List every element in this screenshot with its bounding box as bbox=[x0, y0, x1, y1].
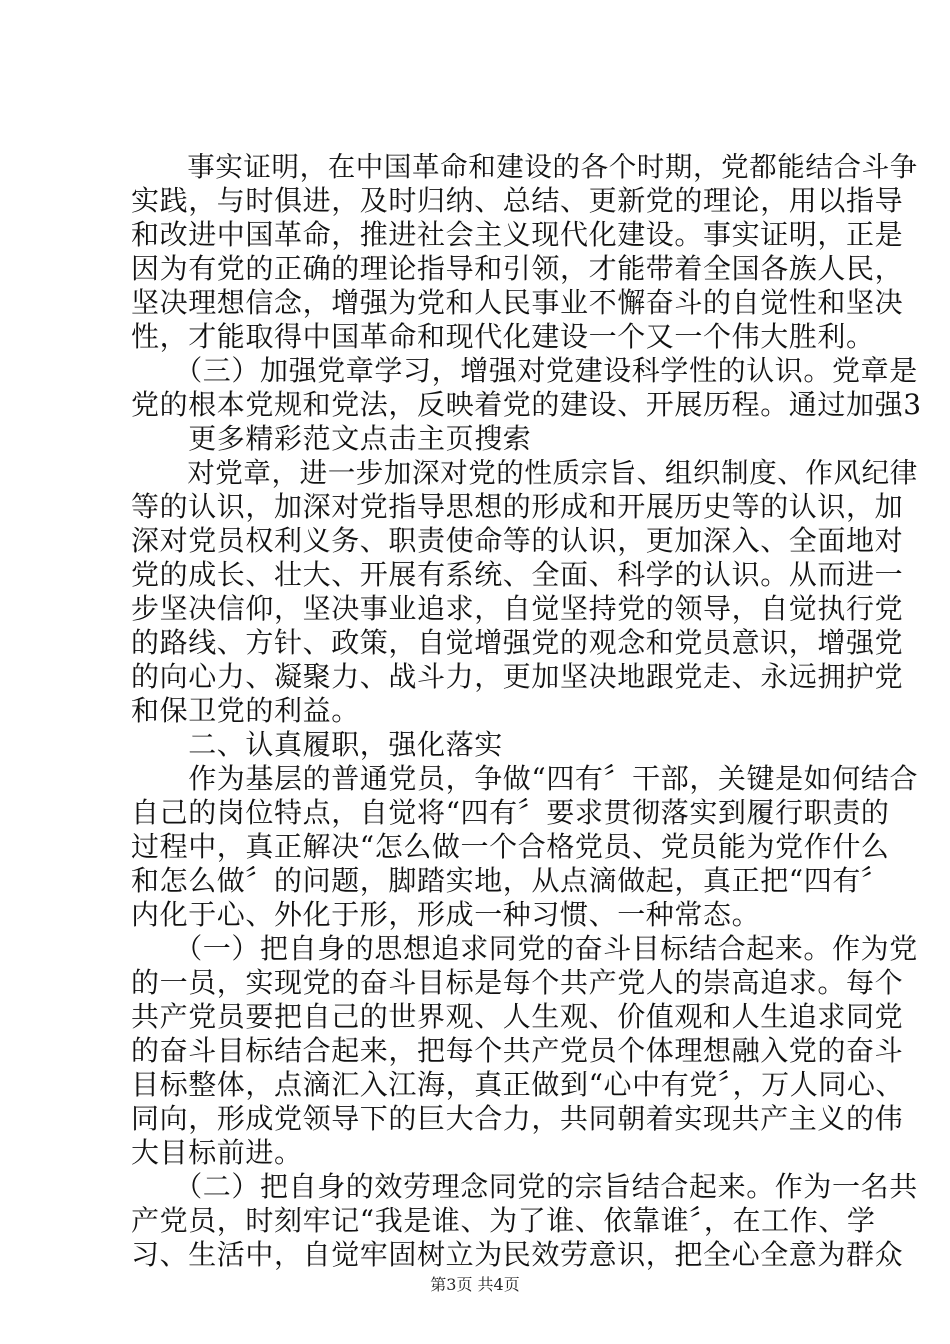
text-line: 深对党员权利义务、职责使命等的认识，更加深入、全面地对 bbox=[131, 524, 904, 557]
text-line: 实践，与时俱进，及时归纳、总结、更新党的理论，用以指导 bbox=[131, 184, 904, 217]
text-line: 共产党员要把自己的世界观、人生观、价值观和人生追求同党 bbox=[131, 1000, 904, 1033]
text-line: 目标整体，点滴汇入江海，真正做到“心中有党〞，万人同心、 bbox=[131, 1068, 905, 1101]
text-line: 产党员，时刻牢记“我是谁、为了谁、依靠谁〞，在工作、学 bbox=[131, 1204, 876, 1237]
text-line: 的路线、方针、政策，自觉增强党的观念和党员意识，增强党 bbox=[131, 626, 904, 659]
text-line: 性，才能取得中国革命和现代化建设一个又一个伟大胜利。 bbox=[131, 320, 875, 353]
text-line: 对党章，进一步加深对党的性质宗旨、组织制度、作风纪律 bbox=[131, 457, 918, 489]
section-heading: 二、认真履职，强化落实 bbox=[131, 728, 503, 761]
text-line: （一）把自身的思想追求同党的奋斗目标结合起来。作为党 bbox=[131, 932, 918, 965]
text-line: （三）加强党章学习，增强对党建设科学性的认识。党章是 bbox=[131, 354, 918, 387]
text-line: 同向，形成党领导下的巨大合力，共同朝着实现共产主义的伟 bbox=[131, 1102, 904, 1135]
text-line: 事实证明，在中国革命和建设的各个时期，党都能结合斗争 bbox=[131, 151, 918, 183]
page-footer: 第3页 共4页 bbox=[430, 1275, 520, 1294]
text-line: 的向心力、凝聚力、战斗力，更加坚决地跟党走、永远拥护党 bbox=[131, 660, 904, 693]
text-line: 和保卫党的利益。 bbox=[131, 694, 360, 727]
text-line: 党的根本党规和党法，反映着党的建设、开展历程。通过加强3 bbox=[131, 388, 922, 421]
text-line: 等的认识，加深对党指导思想的形成和开展历史等的认识，加 bbox=[131, 490, 904, 523]
text-line: 党的成长、壮大、开展有系统、全面、科学的认识。从而进一 bbox=[131, 558, 904, 591]
text-line: （二）把自身的效劳理念同党的宗旨结合起来。作为一名共 bbox=[131, 1170, 918, 1203]
text-line: 坚决理想信念，增强为党和人民事业不懈奋斗的自觉性和坚决 bbox=[131, 286, 904, 319]
text-line: 因为有党的正确的理论指导和引领，才能带着全国各族人民， bbox=[131, 252, 904, 285]
promo-line: 更多精彩范文点击主页搜索 bbox=[131, 422, 532, 455]
text-line: 内化于心、外化于形，形成一种习惯、一种常态。 bbox=[131, 898, 761, 931]
text-line: 和怎么做〞的问题，脚踏实地，从点滴做起，真正把“四有〞 bbox=[131, 864, 890, 897]
text-line: 大目标前进。 bbox=[131, 1136, 303, 1169]
text-line: 的奋斗目标结合起来，把每个共产党员个体理想融入党的奋斗 bbox=[131, 1034, 904, 1067]
text-line: 作为基层的普通党员，争做“四有〞干部，关键是如何结合 bbox=[131, 762, 919, 795]
text-line: 和改进中国革命，推进社会主义现代化建设。事实证明，正是 bbox=[131, 218, 904, 251]
text-line: 自己的岗位特点，自觉将“四有〞要求贯彻落实到履行职责的 bbox=[131, 796, 890, 829]
text-line: 步坚决信仰，坚决事业追求，自觉坚持党的领导，自觉执行党 bbox=[131, 592, 904, 625]
text-line: 习、生活中，自觉牢固树立为民效劳意识，把全心全意为群众 bbox=[131, 1238, 904, 1271]
text-line: 过程中，真正解决“怎么做一个合格党员、党员能为党作什么 bbox=[131, 830, 890, 863]
text-line: 的一员，实现党的奋斗目标是每个共产党人的崇高追求。每个 bbox=[131, 966, 904, 999]
